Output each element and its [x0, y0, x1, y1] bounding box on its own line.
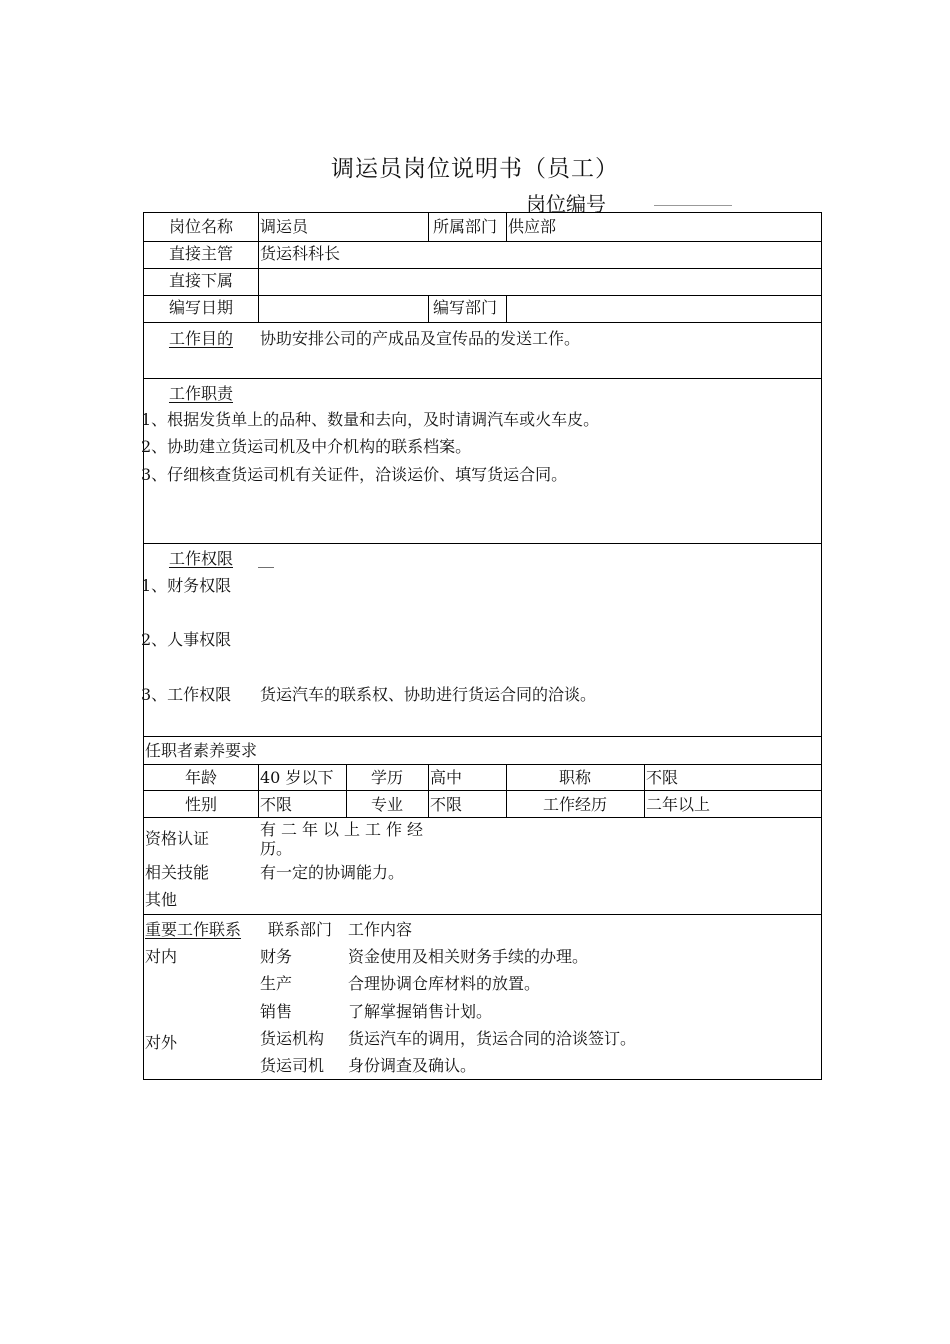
contact-content: 合理协调仓库材料的放置。 [348, 974, 541, 993]
contact-dept: 生产 [260, 974, 293, 993]
contact-dept: 货运机构 [260, 1029, 325, 1048]
column-divider [258, 213, 259, 322]
column-divider [644, 764, 645, 817]
skills-value: 有一定的协调能力。 [260, 863, 405, 882]
column-divider [428, 295, 429, 322]
external-label: 对外 [145, 1033, 178, 1052]
certification-label: 资格认证 [145, 829, 210, 848]
contacts-header: 重要工作联系 [145, 920, 242, 939]
contacts-dept-column: 联系部门 [268, 920, 333, 939]
row-divider [144, 268, 821, 269]
experience-value: 二年以上 [646, 795, 711, 814]
major-value: 不限 [430, 795, 463, 814]
contact-dept: 财务 [260, 947, 293, 966]
duty-item: 2、协助建立货运司机及中介机构的联系档案。 [141, 437, 472, 456]
skills-label: 相关技能 [145, 863, 210, 882]
age-label: 年龄 [184, 768, 217, 787]
job-description-table [143, 212, 822, 1080]
write-date-label: 编写日期 [168, 298, 233, 317]
duties-label: 工作职责 [168, 384, 233, 403]
certification-value-line2: 历。 [260, 839, 293, 858]
column-divider [258, 764, 259, 817]
work-authority: 3、工作权限 [141, 685, 232, 704]
finance-authority: 1、财务权限 [141, 576, 232, 595]
hr-authority: 2、人事权限 [141, 630, 232, 649]
supervisor-value: 货运科科长 [260, 244, 341, 263]
subordinate-label: 直接下属 [168, 271, 233, 290]
education-value: 高中 [430, 768, 463, 787]
row-divider [144, 817, 821, 818]
contact-dept: 销售 [260, 1002, 293, 1021]
authority-dash: __ [258, 549, 274, 568]
section-divider [144, 322, 821, 323]
contact-dept: 货运司机 [260, 1056, 325, 1075]
column-divider [428, 764, 429, 817]
column-divider [428, 213, 429, 241]
contact-content: 货运汽车的调用，货运合同的洽谈签订。 [348, 1029, 637, 1048]
supervisor-label: 直接主管 [168, 244, 233, 263]
contact-content: 身份调查及确认。 [348, 1056, 477, 1075]
row-divider [144, 241, 821, 242]
internal-label: 对内 [145, 947, 178, 966]
document-title: 调运员岗位说明书（员工） [331, 156, 619, 182]
duty-item: 3、仔细核查货运司机有关证件，洽谈运价、填写货运合同。 [141, 465, 568, 484]
duty-item: 1、根据发货单上的品种、数量和去向，及时请调汽车或火车皮。 [141, 410, 600, 429]
position-name-value: 调运员 [260, 217, 309, 236]
position-name-label: 岗位名称 [168, 217, 233, 236]
department-value: 供应部 [508, 217, 557, 236]
education-label: 学历 [370, 768, 403, 787]
position-code-label: 岗位编号 [526, 192, 606, 216]
column-divider [506, 295, 507, 322]
row-divider [144, 790, 821, 791]
section-divider [144, 543, 821, 544]
section-divider [144, 914, 821, 915]
contact-content: 了解掌握销售计划。 [348, 1002, 493, 1021]
section-divider [144, 378, 821, 379]
gender-value: 不限 [260, 795, 293, 814]
age-value: 40 岁以下 [260, 768, 334, 787]
authority-label: 工作权限 [168, 549, 233, 568]
section-divider [144, 736, 821, 737]
professional-title-label: 职称 [558, 768, 591, 787]
work-authority-desc: 货运汽车的联系权、协助进行货运合同的洽谈。 [260, 685, 597, 704]
purpose-label: 工作目的 [168, 329, 233, 348]
department-label: 所属部门 [433, 217, 498, 236]
row-divider [144, 764, 821, 765]
qualification-header: 任职者素养要求 [145, 741, 258, 760]
column-divider [506, 213, 507, 241]
row-divider [144, 295, 821, 296]
other-label: 其他 [145, 890, 178, 909]
certification-value-line1: 有二年以上工作经 [260, 820, 429, 839]
contacts-content-column: 工作内容 [348, 920, 413, 939]
purpose-text: 协助安排公司的产成品及宣传品的发送工作。 [260, 329, 581, 348]
professional-title-value: 不限 [646, 768, 679, 787]
experience-label: 工作经历 [542, 795, 607, 814]
gender-label: 性别 [184, 795, 217, 814]
major-label: 专业 [370, 795, 403, 814]
position-code-blank[interactable] [654, 205, 732, 206]
write-department-label: 编写部门 [433, 298, 498, 317]
contact-content: 资金使用及相关财务手续的办理。 [348, 947, 589, 966]
